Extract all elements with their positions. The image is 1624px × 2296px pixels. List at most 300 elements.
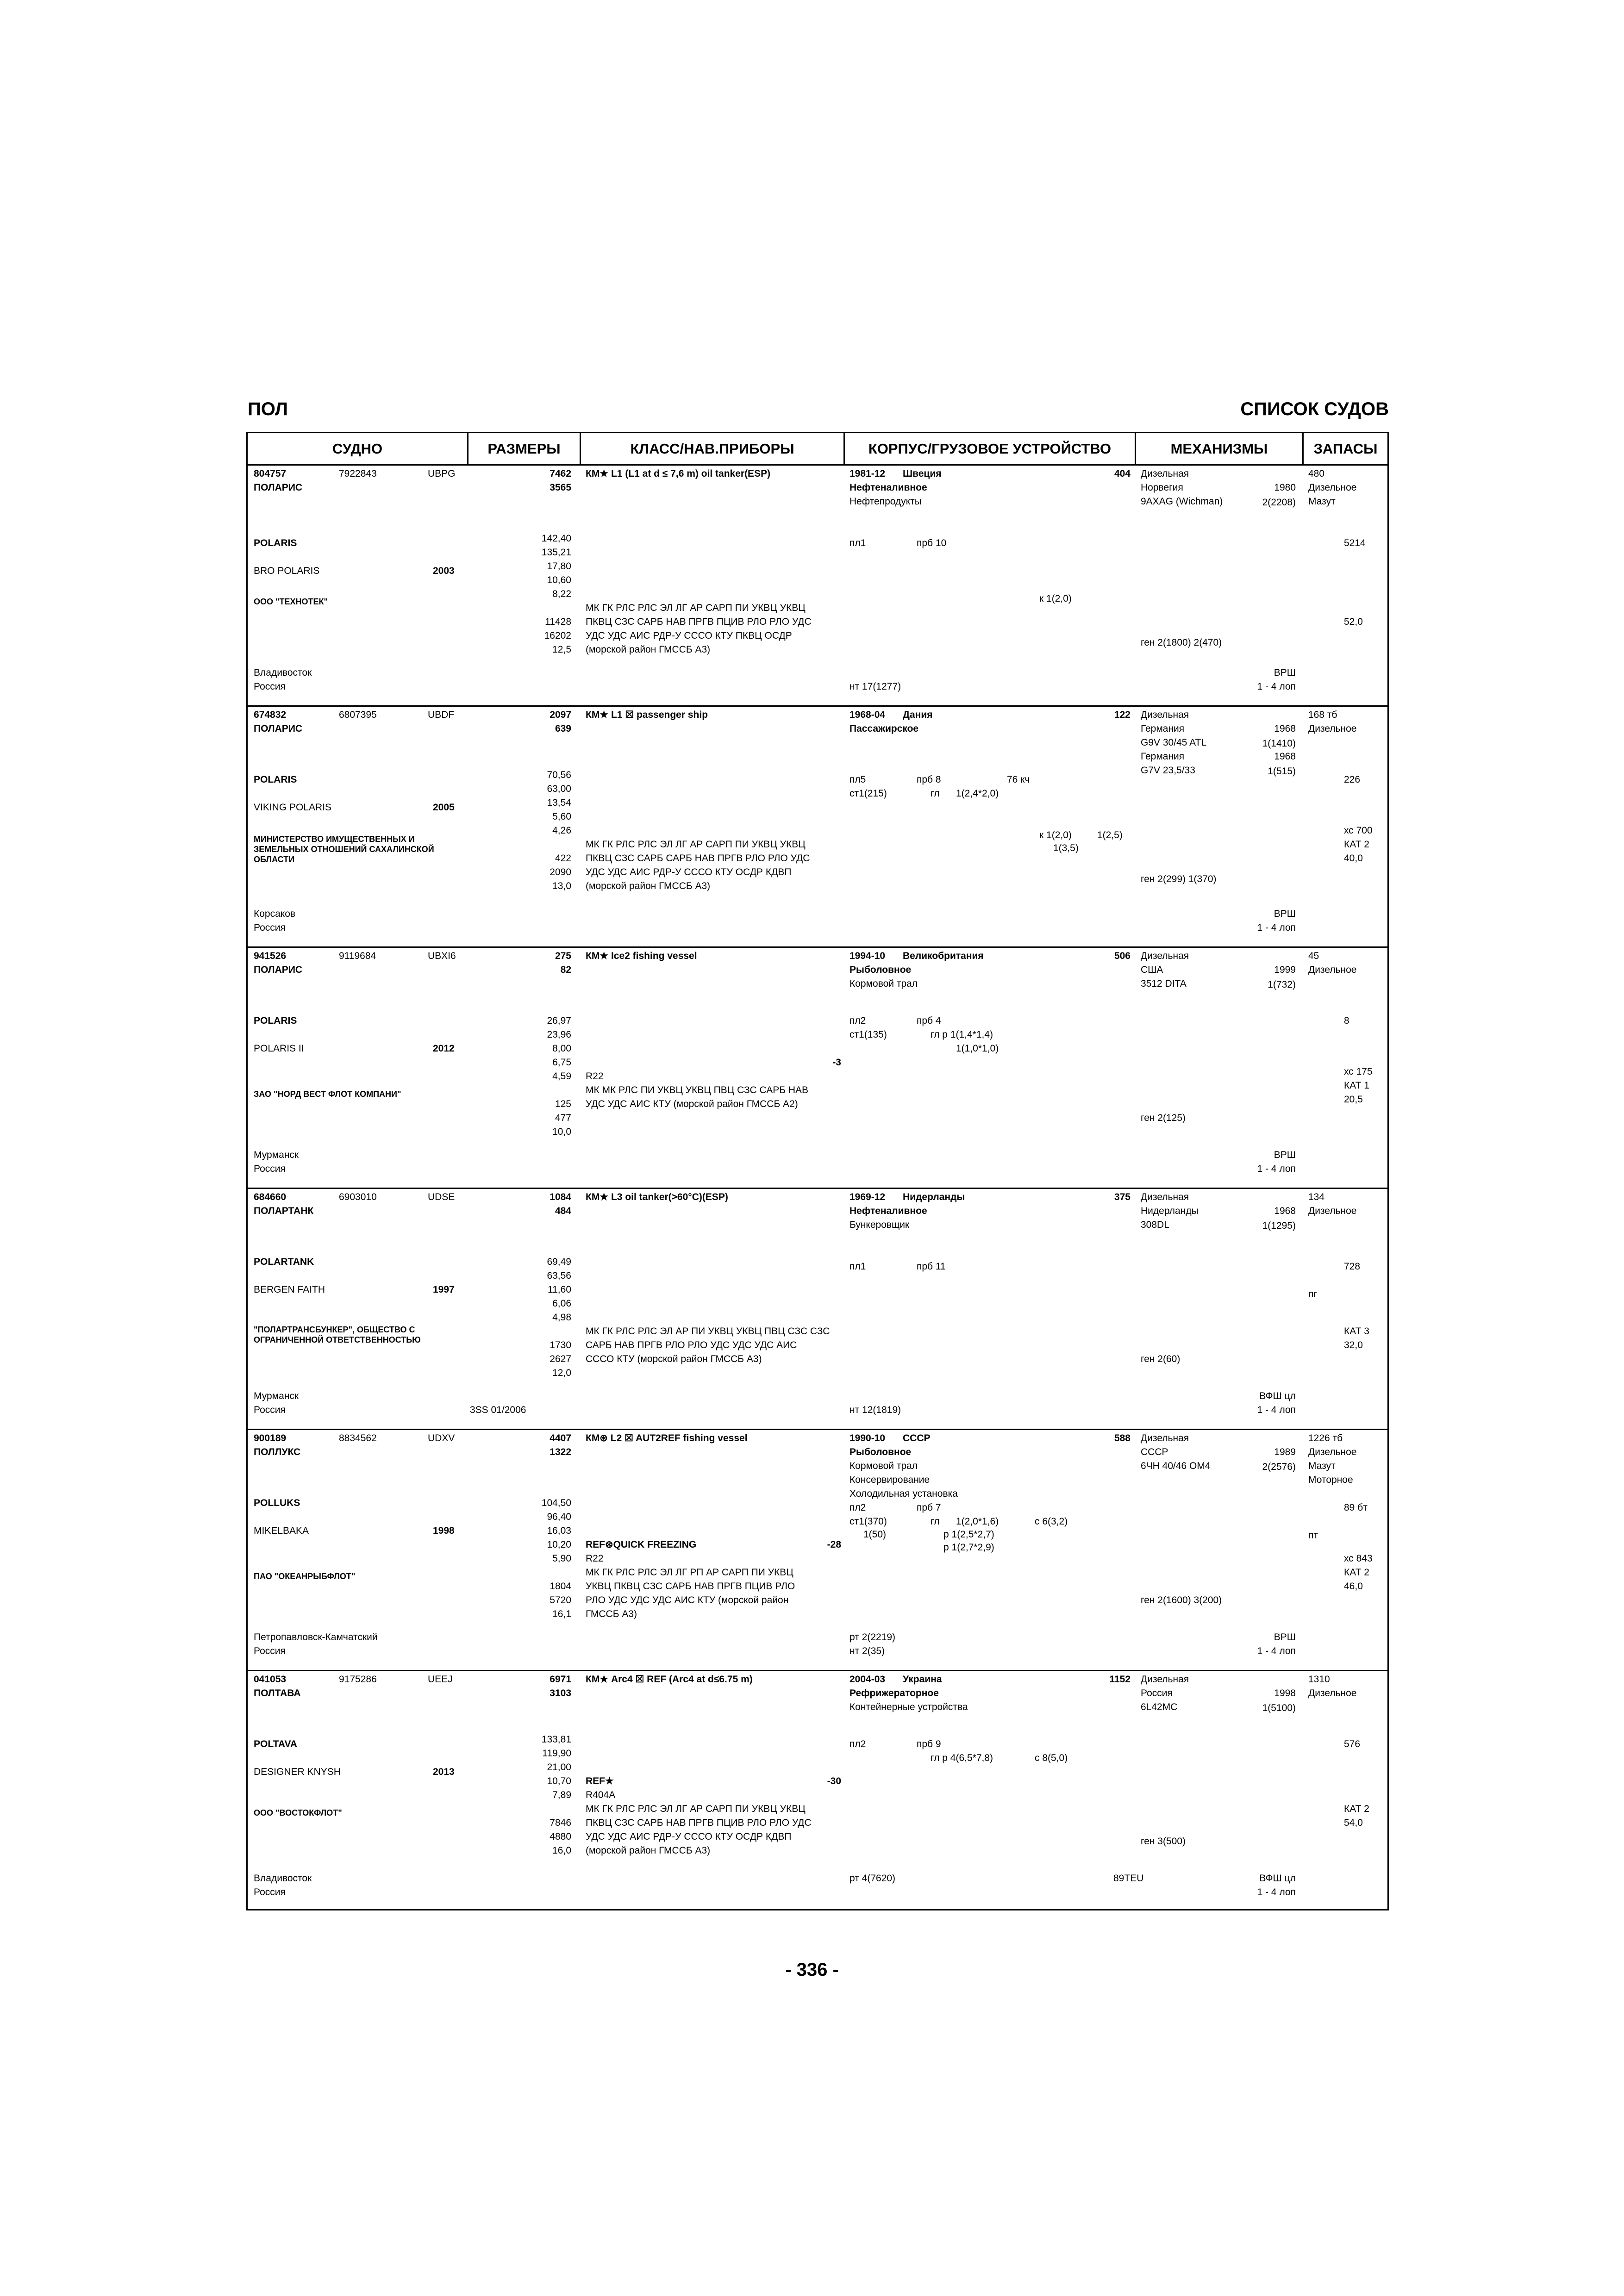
ship-entry xyxy=(248,1671,1387,1909)
build-country: Нидерланды xyxy=(903,1192,965,1202)
cargo-type: Консервирование xyxy=(849,1475,930,1485)
blades: 1 - 4 лоп xyxy=(1257,922,1296,933)
nav-line: РЛО УДС УДС УДС АИС КТУ (морской район xyxy=(586,1595,789,1605)
engine-power: 1(732) xyxy=(1268,979,1296,990)
deadweight: 1730 xyxy=(550,1340,571,1350)
rename-year: 2005 xyxy=(433,802,455,813)
fuel-capacity: 134 xyxy=(1308,1192,1325,1202)
store-value: 728 xyxy=(1344,1261,1361,1272)
owner: ООО "ВОСТОКФЛОТ" xyxy=(254,1808,342,1817)
gross-tonnage: 275 xyxy=(555,951,571,961)
container-capacity: 89TEU xyxy=(1113,1873,1144,1884)
ship-type: Рыболовное xyxy=(849,964,912,975)
temperature: -3 xyxy=(832,1057,841,1068)
length-overall: 142,40 xyxy=(541,533,571,544)
engine-type: Дизельная xyxy=(1141,951,1189,961)
draft: 4,59 xyxy=(552,1071,571,1082)
decks: пл1 xyxy=(849,538,866,548)
capacity: 2627 xyxy=(550,1354,571,1364)
store-value: КАТ 2 xyxy=(1344,1567,1369,1578)
gross-tonnage: 6971 xyxy=(550,1674,571,1685)
engine-power: 1(515) xyxy=(1268,766,1296,777)
engine-country: СССР xyxy=(1141,1447,1168,1457)
engine-model: G7V 23,5/33 xyxy=(1141,765,1195,776)
build-date: 1981-12 xyxy=(849,468,886,479)
nav-line: ПКВЦ СЗС САРБ САРБ НАВ ПРГВ РЛО РЛО УДС xyxy=(586,853,810,864)
blades: 1 - 4 лоп xyxy=(1257,1405,1296,1415)
breadth: 17,80 xyxy=(547,561,571,572)
generators: ген 2(1800) 2(470) xyxy=(1141,637,1222,648)
build-country: Швеция xyxy=(903,468,942,479)
length-pp: 135,21 xyxy=(541,547,571,558)
store-value: пт xyxy=(1308,1530,1318,1541)
yard-number: 375 xyxy=(1114,1192,1131,1202)
engine-country: Германия xyxy=(1141,723,1185,734)
tanks: нт 17(1277) xyxy=(849,681,901,692)
store-value: 5214 xyxy=(1344,538,1366,548)
hatch-size: р 1(2,5*2,7) xyxy=(943,1529,994,1540)
engine-year: 1968 xyxy=(1274,751,1296,762)
bulkheads: прб 8 xyxy=(917,774,941,785)
ship-name-latin: POLLUKS xyxy=(254,1498,300,1508)
nav-line: (морской район ГМССБ А3) xyxy=(586,1845,711,1856)
propeller: ВРШ xyxy=(1274,1150,1296,1160)
fuel-capacity: 1310 xyxy=(1308,1674,1330,1685)
deadweight: 125 xyxy=(555,1099,571,1109)
nav-line: УКВЦ ПКВЦ СЗС САРБ НАВ ПРГВ ПЦИВ РЛО xyxy=(586,1581,795,1592)
draft: 4,98 xyxy=(552,1312,571,1323)
engine-country: Норвегия xyxy=(1141,482,1183,493)
engine-year: 1968 xyxy=(1274,723,1296,734)
gross-tonnage: 4407 xyxy=(550,1433,571,1444)
store-value: 576 xyxy=(1344,1739,1361,1749)
tanks: нт 12(1819) xyxy=(849,1405,901,1415)
owner: ПАО "ОКЕАНРЫБФЛОТ" xyxy=(254,1572,356,1581)
ship-name: ПОЛТАВА xyxy=(254,1688,301,1699)
holds: ст1(215) xyxy=(849,788,887,799)
reg-number: 041053 xyxy=(254,1674,287,1685)
store-value: КАТ 2 xyxy=(1344,839,1369,850)
engine-year: 1989 xyxy=(1274,1447,1296,1457)
ship-type: Нефтеналивное xyxy=(849,1206,927,1216)
breadth: 13,54 xyxy=(547,797,571,808)
class-notation: КМ★ Ice2 fishing vessel xyxy=(586,951,697,961)
class-notation: КМ★ L3 oil tanker(>60°C)(ESP) xyxy=(586,1192,728,1202)
store-value: 54,0 xyxy=(1344,1817,1363,1828)
build-date: 1969-12 xyxy=(849,1192,886,1202)
store-value: 32,0 xyxy=(1344,1340,1363,1350)
generators: ген 2(299) 1(370) xyxy=(1141,874,1217,884)
speed: 10,0 xyxy=(552,1126,571,1137)
call-sign: UDXV xyxy=(428,1433,455,1444)
breadth: 11,60 xyxy=(548,1284,571,1295)
reg-number: 941526 xyxy=(254,951,287,961)
length-overall: 69,49 xyxy=(547,1257,571,1267)
engine-year: 1999 xyxy=(1274,964,1296,975)
refrigerated-holds: рт 2(2219) xyxy=(849,1632,896,1643)
ship-entry xyxy=(248,1430,1387,1671)
nav-line: МК ГК РЛС РЛС ЭЛ ЛГ АР САРП ПИ УКВЦ УКВЦ xyxy=(586,603,806,613)
column-header-ship: СУДНО xyxy=(332,441,383,457)
gross-tonnage: 1084 xyxy=(550,1192,571,1202)
store-value: 226 xyxy=(1344,774,1361,785)
engine-model: 6ЧН 40/46 ОМ4 xyxy=(1141,1461,1211,1471)
store-value: КАТ 2 xyxy=(1344,1804,1369,1814)
column-header-row xyxy=(248,433,1387,466)
ship-table xyxy=(246,432,1389,1910)
build-date: 1968-04 xyxy=(849,709,886,720)
call-sign: UDSE xyxy=(428,1192,455,1202)
fuel-type: Дизельное xyxy=(1308,1688,1357,1699)
nav-line: ПКВЦ СЗС САРБ НАВ ПРГВ ПЦИВ РЛО РЛО УДС xyxy=(586,616,812,627)
gross-tonnage: 7462 xyxy=(550,468,571,479)
engine-country: Германия xyxy=(1141,751,1185,762)
reg-number: 900189 xyxy=(254,1433,287,1444)
deadweight: 11428 xyxy=(545,616,571,627)
engine-power: 1(1410) xyxy=(1262,738,1296,749)
store-value: КАТ 3 xyxy=(1344,1326,1369,1337)
engine-power: 2(2576) xyxy=(1262,1462,1296,1472)
owner: ЗАО "НОРД ВЕСТ ФЛОТ КОМПАНИ" xyxy=(254,1089,401,1099)
nav-line: УДС УДС АИС КТУ (морской район ГМССБ А2) xyxy=(586,1099,798,1109)
holds: ст1(370) xyxy=(849,1516,887,1527)
net-tonnage: 3103 xyxy=(550,1688,571,1699)
ship-type: Нефтеналивное xyxy=(849,482,927,493)
length-overall: 26,97 xyxy=(547,1015,571,1026)
build-country: Украина xyxy=(903,1674,942,1685)
hatches: гл р 4(6,5*7,8) xyxy=(931,1753,993,1763)
refrigeration-class: REF⊛QUICK FREEZING xyxy=(586,1539,697,1550)
page-header-left: ПОЛ xyxy=(248,399,288,419)
yard-number: 506 xyxy=(1114,951,1131,961)
flag-country: Россия xyxy=(254,681,286,692)
fuel-type: Дизельное xyxy=(1308,723,1357,734)
nav-line: ГМССБ А3) xyxy=(586,1609,637,1619)
fuel-type: Мазут xyxy=(1308,1461,1336,1471)
cargo-type: Кормовой трал xyxy=(849,978,918,989)
engine-country: Россия xyxy=(1141,1688,1173,1699)
ship-entry xyxy=(248,707,1387,948)
blades: 1 - 4 лоп xyxy=(1257,1887,1296,1898)
engine-model: 3512 DITA xyxy=(1141,978,1187,989)
store-value: 52,0 xyxy=(1344,616,1363,627)
ship-name: ПОЛЛУКС xyxy=(254,1447,301,1457)
length-pp: 119,90 xyxy=(542,1748,571,1759)
ship-name-latin: POLARTANK xyxy=(254,1257,314,1267)
length-pp: 63,00 xyxy=(547,784,571,794)
home-port: Мурманск xyxy=(254,1391,299,1401)
class-notation: КМ★ L1 (L1 at d ≤ 7,6 m) oil tanker(ESP) xyxy=(586,468,771,479)
rename-year: 1997 xyxy=(433,1284,455,1295)
cargo-type: Контейнерные устройства xyxy=(849,1702,968,1712)
engine-model: 6L42MC xyxy=(1141,1702,1178,1712)
fuel-type: Дизельное xyxy=(1308,1206,1357,1216)
survey-info: 3SS 01/2006 xyxy=(470,1405,526,1415)
hatch-size: 1(2,4*2,0) xyxy=(956,788,999,799)
cargo-type: Кормовой трал xyxy=(849,1461,918,1471)
depth: 6,75 xyxy=(552,1057,571,1068)
reg-number: 674832 xyxy=(254,709,287,720)
page-number: - 336 - xyxy=(785,1960,839,1980)
store-value: 20,5 xyxy=(1344,1094,1363,1105)
temperature: -30 xyxy=(827,1776,841,1786)
hatches: гл xyxy=(931,788,940,799)
capacity: 477 xyxy=(555,1113,571,1123)
reg-number: 684660 xyxy=(254,1192,287,1202)
net-tonnage: 1322 xyxy=(550,1447,571,1457)
propeller: ВРШ xyxy=(1274,908,1296,919)
imo-number: 6903010 xyxy=(339,1192,377,1202)
fuel-type: Дизельное xyxy=(1308,1447,1357,1457)
build-country: СССР xyxy=(903,1433,931,1444)
column-header-class: КЛАСС/НАВ.ПРИБОРЫ xyxy=(630,441,794,457)
cranes: с 8(5,0) xyxy=(1035,1753,1068,1763)
depth: 10,70 xyxy=(547,1776,571,1786)
ship-type: Рыболовное xyxy=(849,1447,912,1457)
store-value: хс 700 xyxy=(1344,825,1373,836)
speed: 16,1 xyxy=(552,1609,571,1619)
nav-line: (морской район ГМССБ А3) xyxy=(586,881,711,891)
draft: 7,89 xyxy=(552,1790,571,1800)
refrigeration-class: REF★ xyxy=(586,1776,614,1786)
draft: 8,22 xyxy=(552,589,571,599)
imo-number: 9175286 xyxy=(339,1674,377,1685)
build-date: 2004-03 xyxy=(849,1674,886,1685)
propeller: ВФШ цл xyxy=(1259,1873,1296,1884)
deadweight: 7846 xyxy=(550,1817,571,1828)
ship-name: ПОЛАРТАНК xyxy=(254,1206,314,1216)
ship-name-latin: POLARIS xyxy=(254,774,297,785)
ship-type: Пассажирское xyxy=(849,723,919,734)
nav-line: УДС УДС АИС РДР-У СССО КТУ ОСДР КДВП xyxy=(586,1831,792,1842)
cargo-type: Бункеровщик xyxy=(849,1220,910,1230)
engine-model: 9AXAG (Wichman) xyxy=(1141,496,1223,507)
cranes: к 1(2,0) xyxy=(1039,593,1072,604)
length-overall: 133,81 xyxy=(541,1734,571,1745)
propeller: ВФШ цл xyxy=(1259,1391,1296,1401)
ship-entry xyxy=(248,948,1387,1189)
rename-year: 2003 xyxy=(433,566,455,576)
depth: 10,20 xyxy=(547,1539,571,1550)
speed: 12,0 xyxy=(552,1368,571,1378)
former-name: POLARIS II xyxy=(254,1043,304,1054)
nav-line: МК ГК РЛС РЛС ЭЛ ЛГ РП АР САРП ПИ УКВЦ xyxy=(586,1567,793,1578)
blades: 1 - 4 лоп xyxy=(1257,681,1296,692)
length-pp: 23,96 xyxy=(547,1029,571,1040)
nav-line: R22 xyxy=(586,1071,604,1082)
breadth: 8,00 xyxy=(552,1043,571,1054)
fuel-capacity: 1226 тб xyxy=(1308,1433,1343,1444)
flag-country: Россия xyxy=(254,1164,286,1174)
yard-number: 122 xyxy=(1114,709,1131,720)
column-header-machinery: МЕХАНИЗМЫ xyxy=(1170,441,1268,457)
breadth: 16,03 xyxy=(547,1525,571,1536)
hatches: гл р 1(1,4*1,4) xyxy=(931,1029,993,1040)
call-sign: UEEJ xyxy=(428,1674,453,1685)
hatch-size: 1(2,0*1,6) xyxy=(956,1516,999,1527)
rename-year: 2012 xyxy=(433,1043,455,1054)
blades: 1 - 4 лоп xyxy=(1257,1646,1296,1656)
engine-type: Дизельная xyxy=(1141,1433,1189,1444)
home-port: Владивосток xyxy=(254,667,312,678)
speed: 13,0 xyxy=(552,881,571,891)
engine-type: Дизельная xyxy=(1141,1674,1189,1685)
nav-line: МК ГК РЛС РЛС ЭЛ ЛГ АР САРП ПИ УКВЦ УКВЦ xyxy=(586,1804,806,1814)
fuel-type: Дизельное xyxy=(1308,482,1357,493)
temperature: -28 xyxy=(827,1539,841,1550)
engine-year: 1980 xyxy=(1274,482,1296,493)
engine-power: 1(1295) xyxy=(1262,1220,1296,1231)
flag-country: Россия xyxy=(254,922,286,933)
yard-number: 404 xyxy=(1114,468,1131,479)
holds: ст1(135) xyxy=(849,1029,887,1040)
fuel-capacity: 45 xyxy=(1308,951,1319,961)
net-tonnage: 82 xyxy=(560,964,571,975)
depth: 10,60 xyxy=(547,575,571,585)
net-tonnage: 639 xyxy=(555,723,571,734)
ship-entry xyxy=(248,1189,1387,1430)
engine-power: 1(5100) xyxy=(1262,1703,1296,1713)
depth: 6,06 xyxy=(552,1298,571,1309)
length-pp: 63,56 xyxy=(547,1270,571,1281)
nav-line: МК ГК РЛС РЛС ЭЛ АР ПИ УКВЦ УКВЦ ПВЦ СЗС СЗС xyxy=(586,1326,830,1337)
berths: 76 кч xyxy=(1007,774,1030,785)
hatches: гл xyxy=(931,1516,940,1527)
bulkheads: прб 10 xyxy=(917,538,947,548)
ship-name-latin: POLARIS xyxy=(254,538,297,548)
store-value: 89 бт xyxy=(1344,1502,1368,1513)
build-country: Великобритания xyxy=(903,951,984,961)
former-name: VIKING POLARIS xyxy=(254,802,332,813)
nav-line: МК ГК РЛС РЛС ЭЛ ЛГ АР САРП ПИ УКВЦ УКВЦ xyxy=(586,839,806,850)
bulkheads: прб 4 xyxy=(917,1015,941,1026)
engine-type: Дизельная xyxy=(1141,709,1189,720)
home-port: Петропавловск-Камчатский xyxy=(254,1632,378,1643)
column-header-stores: ЗАПАСЫ xyxy=(1313,441,1378,457)
cranes: с 6(3,2) xyxy=(1035,1516,1068,1527)
engine-type: Дизельная xyxy=(1141,1192,1189,1202)
blades: 1 - 4 лоп xyxy=(1257,1164,1296,1174)
hatch-size: 1(1,0*1,0) xyxy=(956,1043,999,1054)
home-port: Владивосток xyxy=(254,1873,312,1884)
deadweight: 1804 xyxy=(550,1581,571,1592)
net-tonnage: 484 xyxy=(555,1206,571,1216)
store-value: хс 175 xyxy=(1344,1066,1373,1077)
column-header-hull: КОРПУС/ГРУЗОВОЕ УСТРОЙСТВО xyxy=(868,441,1112,457)
generators: ген 3(500) xyxy=(1141,1836,1186,1847)
engine-power: 2(2208) xyxy=(1262,497,1296,508)
capacity: 16202 xyxy=(544,630,571,641)
ship-name-latin: POLTAVA xyxy=(254,1739,298,1749)
call-sign: UBXI6 xyxy=(428,951,456,961)
call-sign: UBDF xyxy=(428,709,455,720)
imo-number: 8834562 xyxy=(339,1433,377,1444)
propeller: ВРШ xyxy=(1274,667,1296,678)
decks: пл2 xyxy=(849,1015,866,1026)
holds: 1(50) xyxy=(863,1529,887,1540)
cranes: 1(3,5) xyxy=(1053,843,1079,853)
column-header-dimensions: РАЗМЕРЫ xyxy=(487,441,561,457)
bulkheads: прб 9 xyxy=(917,1739,941,1749)
engine-country: США xyxy=(1141,964,1163,975)
ship-name: ПОЛАРИС xyxy=(254,723,303,734)
flag-country: Россия xyxy=(254,1405,286,1415)
generators: ген 2(1600) 3(200) xyxy=(1141,1595,1222,1605)
store-value: 8 xyxy=(1344,1015,1349,1026)
generators: ген 2(125) xyxy=(1141,1113,1186,1123)
cargo-type: Холодильная установка xyxy=(849,1488,958,1499)
generators: ген 2(60) xyxy=(1141,1354,1181,1364)
store-value: пг xyxy=(1308,1289,1318,1300)
owner: ООО "ТЕХНОТЕК" xyxy=(254,597,328,606)
net-tonnage: 3565 xyxy=(550,482,571,493)
cranes: 1(2,5) xyxy=(1097,830,1123,840)
nav-line: УДС УДС АИС РДР-У СССО КТУ ПКВЦ ОСДР xyxy=(586,630,792,641)
engine-country: Нидерланды xyxy=(1141,1206,1199,1216)
nav-line: САРБ НАВ ПРГВ РЛО РЛО УДС УДС УДС АИС xyxy=(586,1340,797,1350)
rename-year: 1998 xyxy=(433,1525,455,1536)
draft: 5,90 xyxy=(552,1553,571,1564)
cranes: к 1(2,0) xyxy=(1039,830,1072,840)
hatch-size: р 1(2,7*2,9) xyxy=(943,1542,994,1553)
home-port: Корсаков xyxy=(254,908,296,919)
bulkheads: прб 11 xyxy=(917,1261,946,1272)
rename-year: 2013 xyxy=(433,1767,455,1777)
deadweight: 422 xyxy=(555,853,571,864)
ship-name-latin: POLARIS xyxy=(254,1015,297,1026)
ship-name: ПОЛАРИС xyxy=(254,964,303,975)
ship-name: ПОЛАРИС xyxy=(254,482,303,493)
breadth: 21,00 xyxy=(547,1762,571,1773)
propeller: ВРШ xyxy=(1274,1632,1296,1643)
imo-number: 9119684 xyxy=(339,951,376,961)
store-value: хс 843 xyxy=(1344,1553,1373,1564)
class-notation: КМ★ L1 ☒ passenger ship xyxy=(586,709,708,720)
fuel-capacity: 168 тб xyxy=(1308,709,1337,720)
yard-number: 1152 xyxy=(1109,1674,1131,1685)
decks: пл2 xyxy=(849,1502,866,1513)
store-value: КАТ 1 xyxy=(1344,1080,1369,1091)
cargo-type: Нефтепродукты xyxy=(849,496,922,507)
reg-number: 804757 xyxy=(254,468,287,479)
speed: 12,5 xyxy=(552,644,571,655)
build-date: 1990-10 xyxy=(849,1433,886,1444)
owner: "ПОЛАРТРАНСБУНКЕР", ОБЩЕСТВО С ОГРАНИЧЕННОЙ ОТВЕТСТВЕННОСТЬЮ xyxy=(254,1325,421,1344)
engine-model: G9V 30/45 ATL xyxy=(1141,737,1207,748)
capacity: 5720 xyxy=(550,1595,571,1605)
bulkheads: прб 7 xyxy=(917,1502,941,1513)
build-date: 1994-10 xyxy=(849,951,886,961)
flag-country: Россия xyxy=(254,1887,286,1898)
imo-number: 6807395 xyxy=(339,709,377,720)
call-sign: UBPG xyxy=(428,468,456,479)
imo-number: 7922843 xyxy=(339,468,377,479)
decks: пл5 xyxy=(849,774,866,785)
tanks: нт 2(35) xyxy=(849,1646,885,1656)
engine-model: 308DL xyxy=(1141,1220,1169,1230)
ship-entry xyxy=(248,466,1387,707)
fuel-type: Дизельное xyxy=(1308,964,1357,975)
length-pp: 96,40 xyxy=(547,1512,571,1522)
nav-line: R404A xyxy=(586,1790,616,1800)
fuel-type: Моторное xyxy=(1308,1475,1353,1485)
decks: пл2 xyxy=(849,1739,866,1749)
nav-line: R22 xyxy=(586,1553,604,1564)
engine-type: Дизельная xyxy=(1141,468,1189,479)
owner: МИНИСТЕРСТВО ИМУЩЕСТВЕННЫХ И ЗЕМЕЛЬНЫХ ОТНОШЕНИЙ САХАЛИНСКОЙ ОБЛАСТИ xyxy=(254,834,434,864)
nav-line: СССО КТУ (морской район ГМССБ А3) xyxy=(586,1354,762,1364)
speed: 16,0 xyxy=(552,1845,571,1856)
